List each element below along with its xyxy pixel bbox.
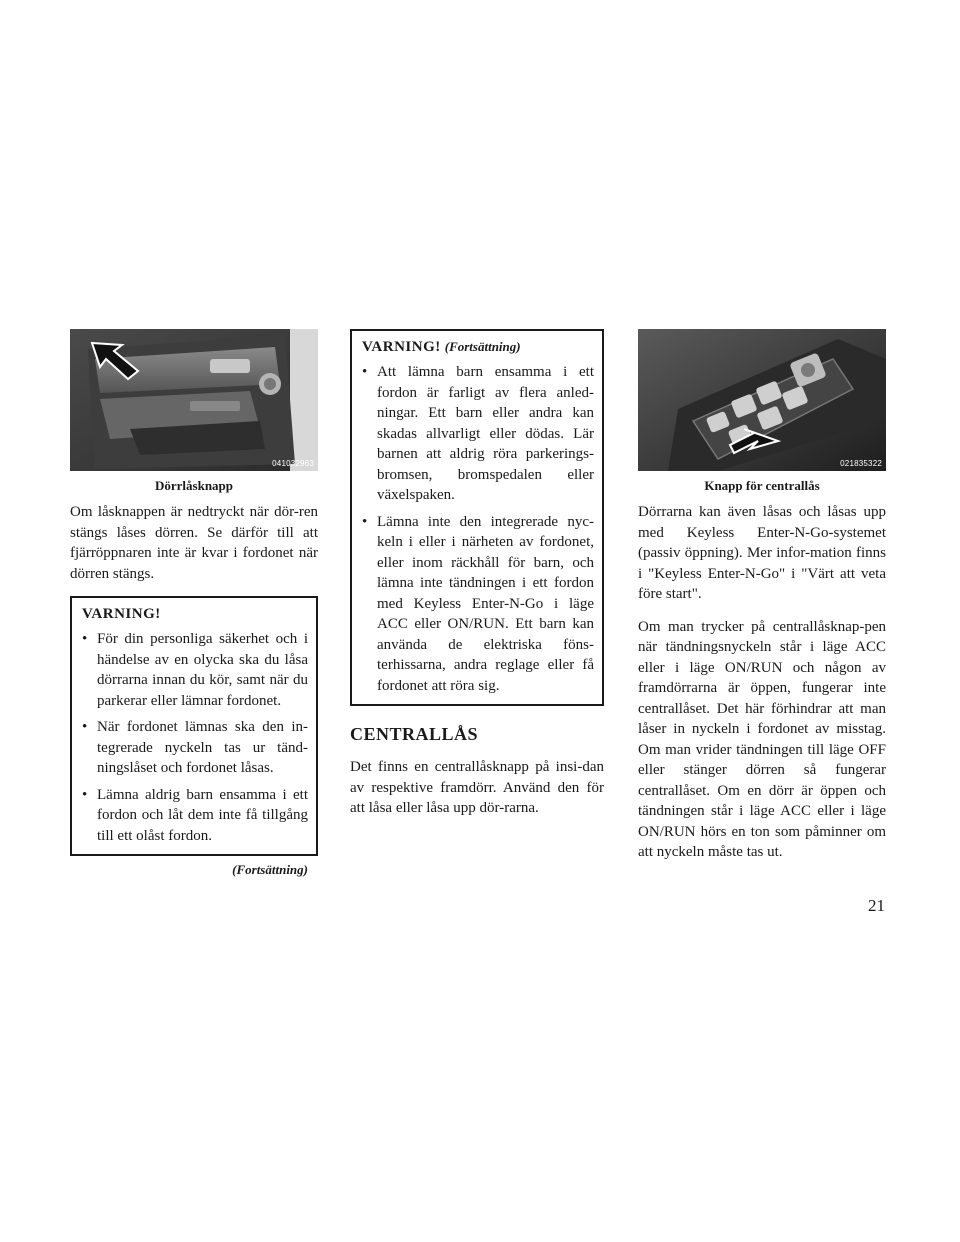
warning-item: • Lämna inte den integrerade nyc-keln i eller i närheten av fordonet, eller inom räckhåll för barn, och lämna inte tändningen i ett fordon med Keyless Enter-N-Go i läge ACC eller ON/RUN. Ett barn kan använda de elektriska föns-terhissarna, andra reglage eller få fordonet att röra sig. xyxy=(362,512,594,697)
continued-label: (Fortsättning) xyxy=(232,862,308,877)
warning-item: • Att lämna barn ensamma i ett fordon är farligt av flera anled-ningar. Ett barn eller andra kan skadas allvarligt eller dödas. Lär barnen att aldrig röra parkerings-bromsen, bromspedalen eller växelspaken. xyxy=(362,362,594,506)
column-right xyxy=(638,329,886,875)
paragraph: Dörrarna kan även låsas och låsas upp med Keyless Enter-N-Go-systemet (passiv öppning). Mer infor-mation finns i "Keyless Enter-N-Go" i "Värt att veta före start". xyxy=(638,504,886,602)
paragraph: Om låsknappen är nedtryckt när dör-ren stängs låses dörren. Se därför till att fjärröppnaren inte är kvar i fordonet när dörren stängs. xyxy=(70,504,318,582)
warning-title-suffix: (Fortsättning) xyxy=(444,339,521,354)
column-middle xyxy=(350,329,604,831)
warning-list xyxy=(362,362,594,696)
paragraph: Om man trycker på centrallåsknap-pen när tändningsnyckeln står i läge ACC eller i läge ON/RUN och någon av framdörrarna är öppen, fungerar inte centrallåset. Det här förhindrar att man låser in nyckeln i fordonet av misstag. Om man vrider tändningen till läge OFF eller stänger dörren så fungerar centrallåset. Om en dörr är öppen och tändningen står i läge ACC eller i läge ON/RUN hörs en ton som påminner om att nyckeln måste tas ut. xyxy=(638,618,886,860)
warning-item: • Lämna aldrig barn ensamma i ett fordon och låt dem inte få tillgång till ett olåst fordon. xyxy=(82,785,308,847)
paragraph: Det finns en centrallåsknapp på insi-dan av respektive framdörr. Använd den för att låsa eller låsa upp dör-rarna. xyxy=(350,759,604,816)
column-left xyxy=(70,329,318,878)
warning-box xyxy=(70,596,318,856)
warning-title: VARNING! xyxy=(82,606,161,622)
page-number: 21 xyxy=(868,896,885,915)
warning-box xyxy=(350,329,604,706)
warning-list xyxy=(82,629,308,846)
warning-item: • För din personliga säkerhet och i händelse av en olycka ska du låsa dörrarna innan du kör, samt när du parkerar eller lämnar fordonet. xyxy=(82,629,308,711)
photo-caption: Knapp för centrallås xyxy=(704,478,820,493)
photo-code: 041032963 xyxy=(272,459,314,468)
warning-title xyxy=(362,339,594,356)
switch-panel-photo xyxy=(638,329,886,471)
photo-caption: Dörrlåsknapp xyxy=(154,478,234,493)
door-panel-photo xyxy=(70,329,318,471)
section-heading: CENTRALLÅS xyxy=(350,724,479,744)
warning-item: • När fordonet lämnas ska den in-tegrerade nyckeln tas ur tänd-ningslåset och fordonet låsas. xyxy=(82,717,308,779)
central-lock-photo xyxy=(638,329,886,471)
warning-title-text: VARNING! xyxy=(362,339,441,355)
photo-code: 021835322 xyxy=(840,459,882,468)
door-lock-photo xyxy=(70,329,318,471)
